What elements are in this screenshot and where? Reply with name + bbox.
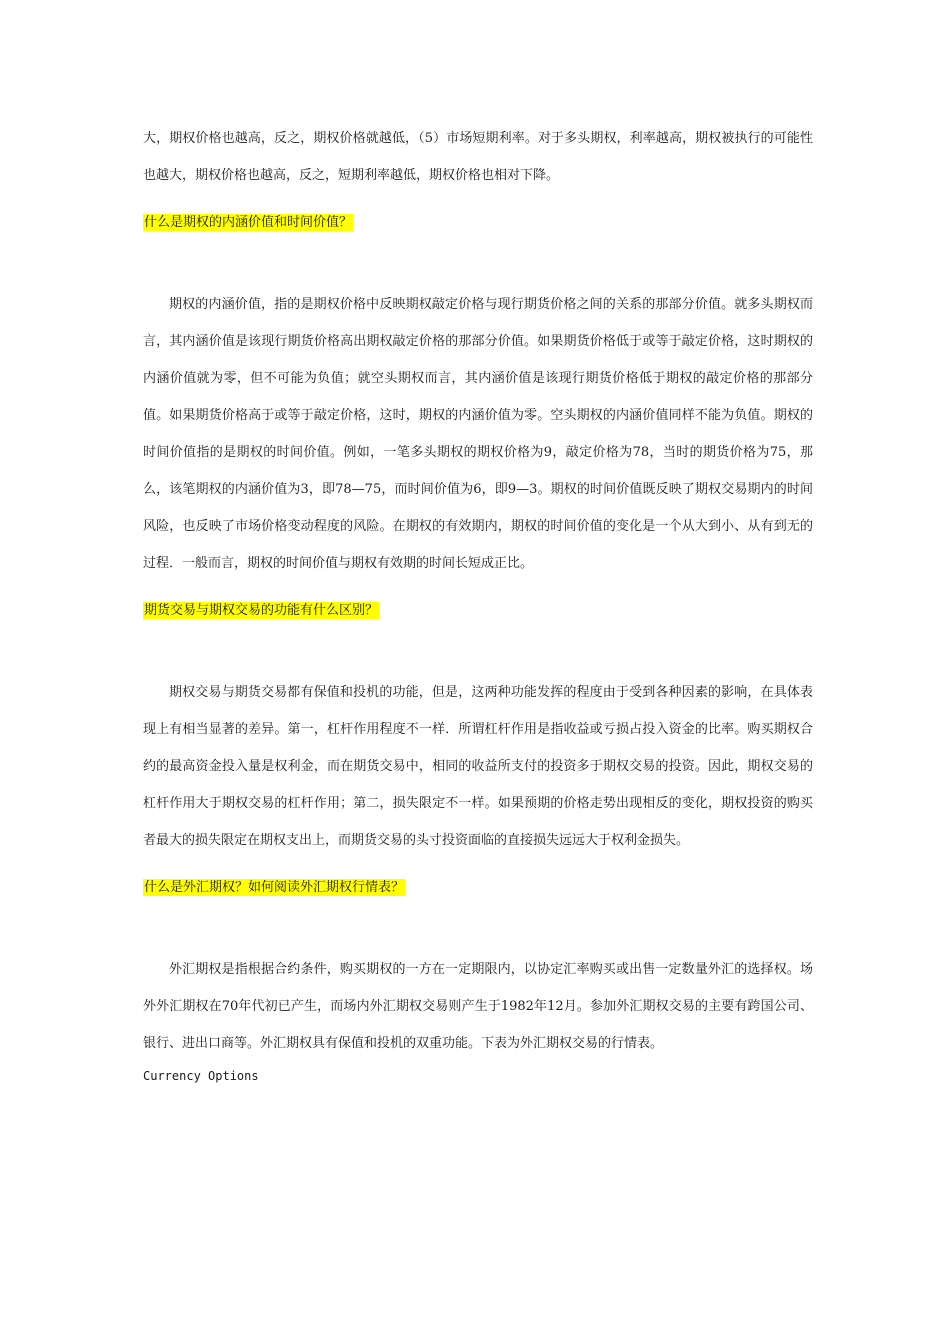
section-body: 期权交易与期货交易都有保值和投机的功能，但是，这两种功能发挥的程度由于受到各种因素的影响，在具体表现上有相当显著的差异。第一，杠杆作用程度不一样．所谓杠杆作用是指收益或亏损占投入资金的比率。购买期权合约的最高资金投入量是权利金，而在期货交易中，相同的收益所支付的投资多于期权交易的投资。因此，期权交易的杠杆作用大于期权交易的杠杆作用；第二，损失限定不一样。如果预期的价格走势出现相反的变化，期权投资的购买者最大的损失限定在期权支出上，而期货交易的头寸投资面临的直接损失远远大于权利金损失。 bbox=[143, 685, 813, 848]
section-heading bbox=[143, 878, 813, 898]
heading-highlight: 期货交易与期权交易的功能有什么区别？ bbox=[144, 603, 379, 618]
section-futures-vs-options bbox=[143, 601, 813, 859]
section-heading bbox=[143, 601, 813, 621]
intro-paragraph: 大，期权价格也越高，反之，期权价格就越低，（5）市场短期利率。对于多头期权，利率越高，期权被执行的可能性也越大，期权价格也越高，反之，短期利率越低，期权价格也相对下降。 bbox=[143, 131, 813, 183]
section-heading bbox=[143, 213, 813, 233]
table-caption: Currency Options bbox=[143, 1069, 259, 1083]
heading-highlight: 什么是期权的内涵价值和时间价值？ bbox=[144, 215, 353, 230]
document-page bbox=[143, 120, 813, 1086]
section-fx-options bbox=[143, 878, 813, 1062]
section-body: 期权的内涵价值，指的是期权价格中反映期权敲定价格与现行期货价格之间的关系的那部分价值。就多头期权而言，其内涵价值是该现行期货价格高出期权敲定价格的那部分价值。如果期货价格低于或等于敲定价格，这时期权的内涵价值就为零，但不可能为负值；就空头期权而言，其内涵价值是该现行期货价格低于期权的敲定价格的那部分值。如果期货价格高于或等于敲定价格，这时，期权的内涵价值为零。空头期权的内涵价值同样不能为负值。期权的时间价值指的是期权的时间价值。例如，一笔多头期权的期权价格为9，敲定价格为78，当时的期货价格为75，那么，该笔期权的内涵价值为3，即78—75，而时间价值为6，即9—3。期权的时间价值既反映了期权交易期内的时间风险，也反映了市场价格变动程度的风险。在期权的有效期内，期权的时间价值的变化是一个从大到小、从有到无的过程．一般而言，期权的时间价值与期权有效期的时间长短成正比。 bbox=[143, 297, 813, 571]
section-body: 外汇期权是指根据合约条件，购买期权的一方在一定期限内，以协定汇率购买或出售一定数量外汇的选择权。场外外汇期权在70年代初已产生，而场内外汇期权交易则产生于1982年12月。参加外汇期权交易的主要有跨国公司、银行、进出口商等。外汇期权具有保值和投机的双重功能。下表为外汇期权交易的行情表。 bbox=[143, 962, 813, 1051]
section-intrinsic-time-value bbox=[143, 213, 813, 582]
heading-highlight: 什么是外汇期权？如何阅读外汇期权行情表？ bbox=[144, 880, 405, 895]
